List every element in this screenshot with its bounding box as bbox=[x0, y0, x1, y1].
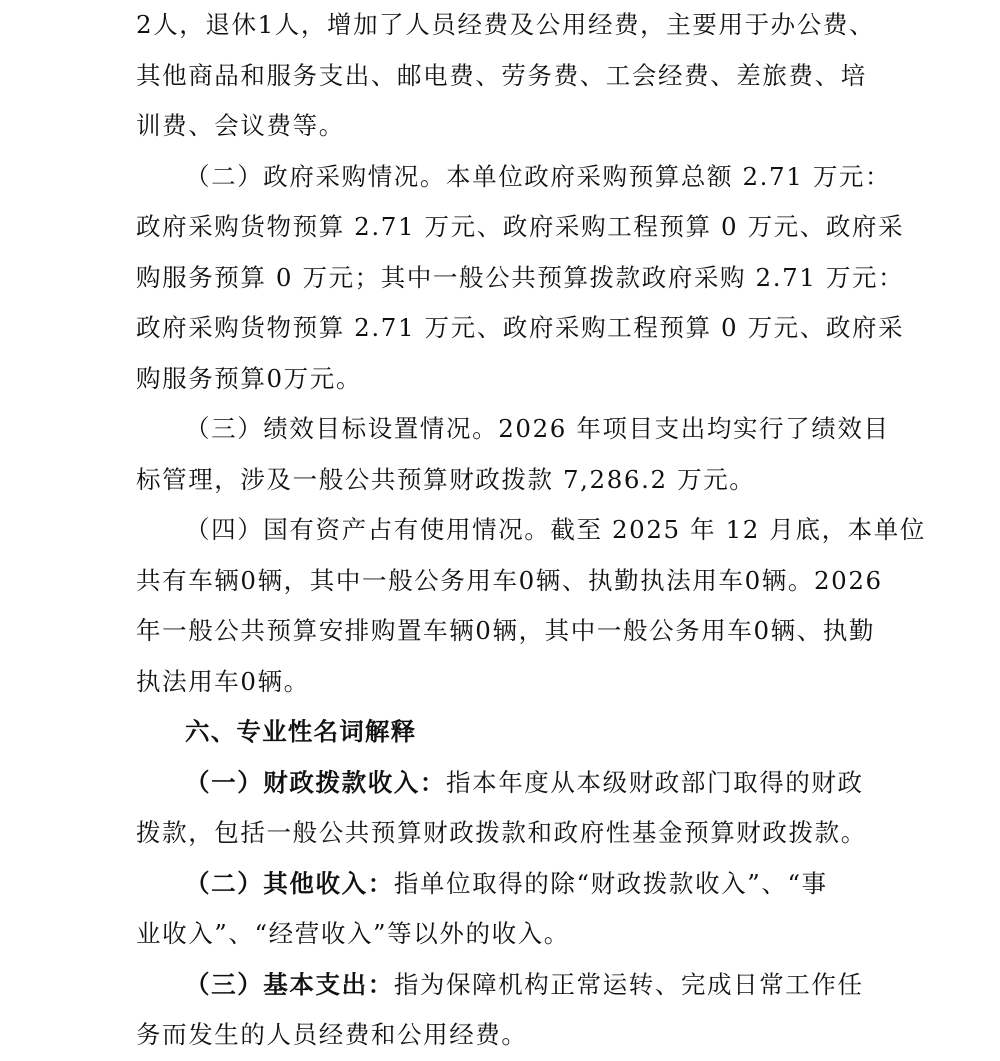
text-segment: 截至 2025 年 12 月底，本单位 bbox=[550, 515, 926, 544]
text-line: 购服务预算 0 万元；其中一般公共预算拨款政府采购 2.71 万元： bbox=[136, 262, 905, 292]
text-line bbox=[136, 859, 878, 910]
text-line: 政府采购货物预算 2.71 万元、政府采购工程预算 0 万元、政府采 bbox=[136, 212, 905, 241]
text-line: 执法用车0辆。 bbox=[136, 666, 310, 696]
section-heading: 六、专业性名词解释 bbox=[185, 717, 417, 746]
text-segment: 本单位政府采购预算总额 2.71 万元： bbox=[446, 161, 892, 191]
text-line: 购服务预算0万元。 bbox=[136, 363, 362, 393]
text-line bbox=[136, 758, 878, 809]
text-line: 业收入”、“经营收入”等以外的收入。 bbox=[136, 919, 570, 948]
paragraph-lead: （四）国有资产占有使用情况。 bbox=[185, 515, 551, 544]
text-line: 年一般公共预算安排购置车辆0辆，其中一般公务用车0辆、执勤 bbox=[136, 616, 876, 645]
paragraph-state-assets bbox=[136, 505, 926, 707]
text-segment: 指本年度从本级财政部门取得的财政 bbox=[446, 767, 864, 797]
document-page bbox=[136, 0, 926, 1061]
term-title: （三）基本支出： bbox=[185, 969, 394, 999]
term-title: （二）其他收入： bbox=[185, 868, 394, 898]
paragraph-lead: （二）政府采购情况。 bbox=[185, 161, 446, 191]
text-line: 训费、会议费等。 bbox=[136, 111, 345, 140]
paragraph-performance-targets bbox=[136, 404, 890, 505]
term-other-income bbox=[136, 859, 878, 960]
text-line: 政府采购货物预算 2.71 万元、政府采购工程预算 0 万元、政府采 bbox=[136, 313, 905, 342]
term-fiscal-appropriation-income bbox=[136, 758, 878, 859]
text-line bbox=[136, 505, 926, 556]
text-line bbox=[136, 152, 892, 203]
text-segment: 指为保障机构正常运转、完成日常工作任 bbox=[393, 969, 864, 999]
text-line bbox=[136, 960, 878, 1011]
text-line: 标管理，涉及一般公共预算财政拨款 7,286.2 万元。 bbox=[136, 464, 756, 494]
paragraph-staff-expenses bbox=[136, 0, 878, 152]
text-line: 其他商品和服务支出、邮电费、劳务费、工会经费、差旅费、培 bbox=[136, 60, 867, 90]
term-title: （一）财政拨款收入： bbox=[185, 767, 446, 797]
term-basic-expenditure bbox=[136, 960, 878, 1061]
paragraph-government-procurement bbox=[136, 152, 905, 405]
paragraph-lead: （三）绩效目标设置情况。 bbox=[185, 414, 499, 443]
text-segment: 2026 年项目支出均实行了绩效目 bbox=[498, 414, 890, 443]
text-segment: 指单位取得的除“财政拨款收入”、“事 bbox=[393, 868, 828, 898]
text-line: 务而发生的人员经费和公用经费。 bbox=[136, 1020, 528, 1049]
text-line: 2人，退休1人，增加了人员经费及公用经费，主要用于办公费、 bbox=[136, 10, 876, 39]
text-line: 共有车辆0辆，其中一般公务用车0辆、执勤执法用车0辆。2026 bbox=[136, 565, 883, 595]
text-line: 拨款，包括一般公共预算财政拨款和政府性基金预算财政拨款。 bbox=[136, 818, 867, 847]
text-line bbox=[136, 404, 890, 455]
